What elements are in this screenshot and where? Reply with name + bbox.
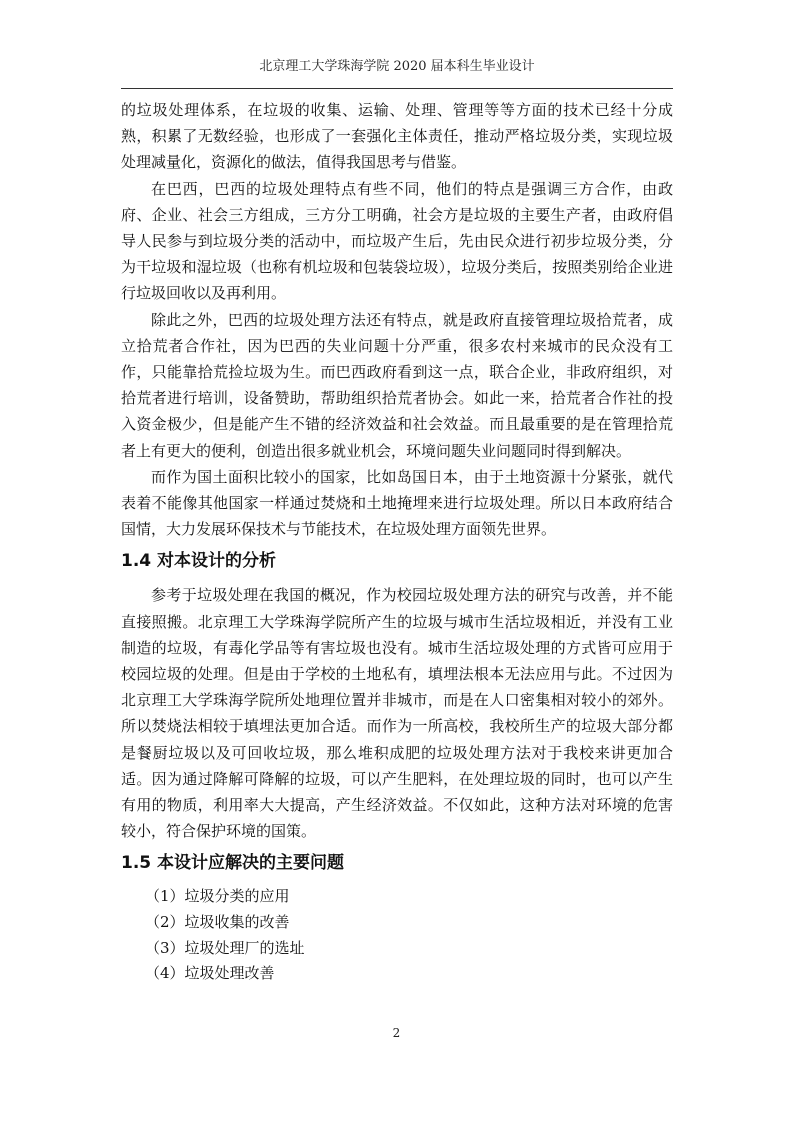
problem-list xyxy=(121,884,673,986)
running-header: 北京理工大学珠海学院 2020 届本科生毕业设计 xyxy=(259,59,535,74)
body-paragraph-4: 而作为国土面积比较小的国家，比如岛国日本，由于土地资源十分紧张，就代表着不能像其他国家一样通过焚烧和土地掩埋来进行垃圾处理。所以日本政府结合国情，大力发展环保技术与节能技术，在垃圾处理方面领先世界。 xyxy=(121,467,673,539)
page-number: 2 xyxy=(392,1026,401,1040)
section-1-4-paragraph: 参考于垃圾处理在我国的概况，作为校园垃圾处理方法的研究与改善，并不能直接照搬。北京理工大学珠海学院所产生的垃圾与城市生活垃圾相近，并没有工业制造的垃圾，有毒化学品等有害垃圾也没有。城市生活垃圾处理的方式皆可应用于校园垃圾的处理。但是由于学校的土地私有，填埋法根本无法应用与此。不过因为北京理工大学珠海学院所处地理位置并非城市，而是在人口密集相对较小的郊外。所以焚烧法相较于填埋法更加合适。而作为一所高校，我校所生产的垃圾大部分都是餐厨垃圾以及可回收垃圾，那么堆积成肥的垃圾处理方法对于我校来讲更加合适。因为通过降解可降解的垃圾，可以产生肥料，在处理垃圾的同时，也可以产生有用的物质，利用率大大提高，产生经济效益。不仅如此，这种方法对环境的危害较小，符合保护环境的国策。 xyxy=(121,586,673,841)
body-paragraph-3: 除此之外，巴西的垃圾处理方法还有特点，就是政府直接管理垃圾拾荒者，成立拾荒者合作社，因为巴西的失业问题十分严重，很多农村来城市的民众没有工作，只能靠拾荒捡垃圾为生。而巴西政府看到这一点，联合企业，非政府组织，对拾荒者进行培训，设备赞助，帮助组织拾荒者协会。如此一来，拾荒者合作社的投入资金极少，但是能产生不错的经济效益和社会效益。而且最重要的是在管理拾荒者上有更大的便利，创造出很多就业机会，环境问题失业问题同时得到解决。 xyxy=(121,310,673,460)
page-content xyxy=(121,97,673,987)
list-item: （1）垃圾分类的应用 xyxy=(145,887,290,906)
body-paragraph-2: 在巴西，巴西的垃圾处理特点有些不同，他们的特点是强调三方合作，由政府、企业、社会三方组成，三方分工明确，社会方是垃圾的主要生产者，由政府倡导人民参与到垃圾分类的活动中，而垃圾产生后，先由民众进行初步垃圾分类，分为干垃圾和湿垃圾（也称有机垃圾和包装袋垃圾），垃圾分类后，按照类别给企业进行垃圾回收以及再利用。 xyxy=(121,179,673,303)
header-divider xyxy=(121,88,673,89)
list-item: （2）垃圾收集的改善 xyxy=(145,913,290,932)
list-item: （3）垃圾处理厂的选址 xyxy=(145,938,305,957)
section-heading-1-4: 1.4 对本设计的分析 xyxy=(121,551,277,572)
body-paragraph-1: 的垃圾处理体系，在垃圾的收集、运输、处理、管理等等方面的技术已经十分成熟，积累了无数经验，也形成了一套强化主体责任，推动严格垃圾分类，实现垃圾处理减量化，资源化的做法，值得我国思考与借鉴。 xyxy=(121,101,673,172)
list-item: （4）垃圾处理改善 xyxy=(145,964,275,983)
section-heading-1-5: 1.5 本设计应解决的主要问题 xyxy=(121,853,345,874)
